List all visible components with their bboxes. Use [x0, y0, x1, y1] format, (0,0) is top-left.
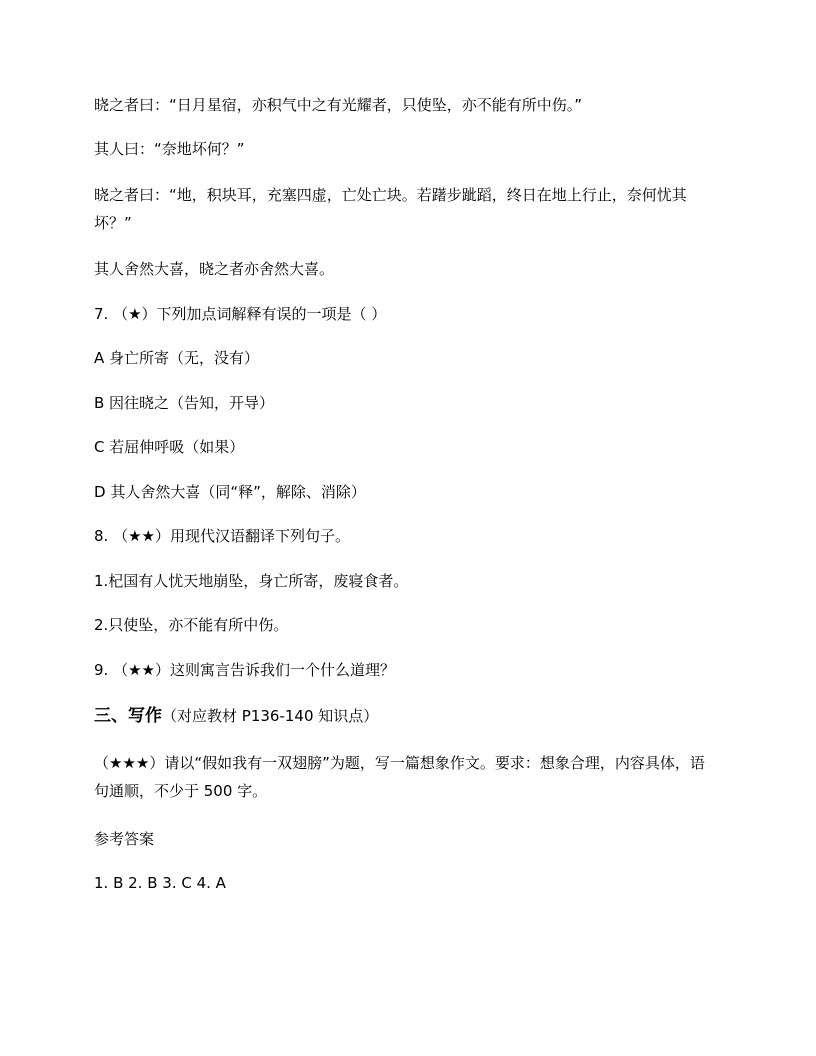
translate-sentence-2: 2.只使坠，亦不能有所中伤。: [94, 616, 289, 634]
question-9: 9. （★★）这则寓言告诉我们一个什么道理？: [94, 661, 395, 679]
option-a: A 身亡所寄（无，没有）: [94, 349, 260, 367]
text-line-4: 其人舍然大喜，晓之者亦舍然大喜。: [94, 260, 335, 278]
question-8: 8. （★★）用现代汉语翻译下列句子。: [94, 527, 350, 545]
section-title: 三、写作: [94, 706, 162, 726]
writing-prompt: （★★★）请以“假如我有一双翅膀”为题，写一篇想象作文。要求：想象合理，内容具体，语句通顺，不少于 500 字。: [94, 754, 705, 800]
option-b: B 因往晓之（告知，开导）: [94, 394, 275, 412]
translate-sentence-1: 1.杞国有人忧天地崩坠，身亡所寄，废寝食者。: [94, 572, 409, 590]
text-paragraph-3: 晓之者曰：“地，积块耳，充塞四虚，亡处亡块。若躇步跐蹈，终日在地上行止，奈何忧其坏？”: [94, 186, 687, 232]
option-d: D 其人舍然大喜（同“释”，解除、消除）: [94, 483, 366, 501]
question-7: 7. （★）下列加点词解释有误的一项是（ ）: [94, 305, 387, 323]
section-heading: [94, 702, 722, 730]
text-line-2: 其人曰：“奈地坏何？”: [94, 140, 245, 158]
text-line-1: 晓之者曰：“日月星宿，亦积气中之有光耀者，只使坠，亦不能有所中伤。”: [94, 96, 583, 114]
answers-list: 1. B 2. B 3. C 4. A: [94, 874, 226, 892]
option-c: C 若屈伸呼吸（如果）: [94, 438, 245, 456]
answers-label: 参考答案: [94, 830, 155, 848]
section-subtitle: （对应教材 P136-140 知识点）: [162, 707, 379, 725]
